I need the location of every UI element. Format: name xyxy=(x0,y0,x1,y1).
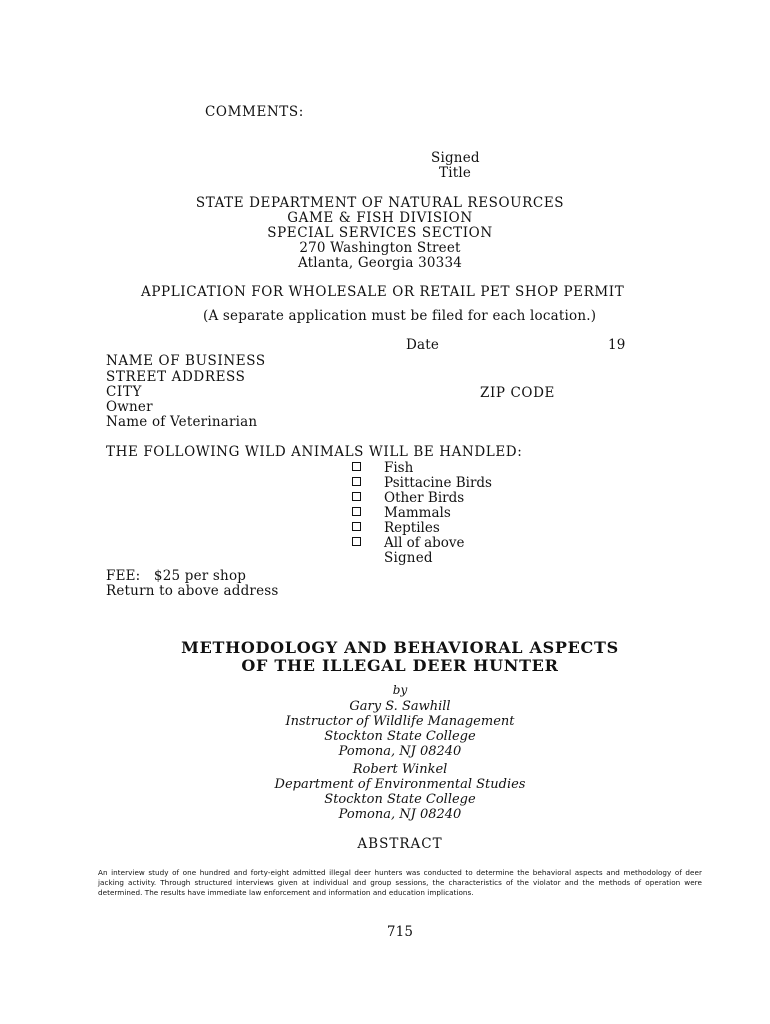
city-field: CITY xyxy=(106,384,142,400)
page-number: 715 xyxy=(386,924,414,940)
author-1-name: Gary S. Sawhill xyxy=(349,699,451,714)
animals-signed-label: Signed xyxy=(384,550,433,566)
date-label: Date xyxy=(406,337,440,353)
animals-heading: THE FOLLOWING WILD ANIMALS WILL BE HANDLED: xyxy=(106,444,523,460)
title-label: Title xyxy=(439,165,472,181)
checkbox[interactable] xyxy=(352,522,361,531)
animal-label: Reptiles xyxy=(384,520,440,536)
comments-label: COMMENTS: xyxy=(205,104,304,120)
animal-label: Psittacine Birds xyxy=(384,475,492,491)
application-title: APPLICATION FOR WHOLESALE OR RETAIL PET SHOP PERMIT xyxy=(141,284,625,300)
checkbox[interactable] xyxy=(352,462,361,471)
author-1-location: Pomona, NJ 08240 xyxy=(338,744,462,759)
zip-code-field: ZIP CODE xyxy=(480,385,555,401)
checkbox[interactable] xyxy=(352,492,361,501)
agency-line-1: STATE DEPARTMENT OF NATURAL RESOURCES xyxy=(195,195,565,211)
by-line: by xyxy=(392,683,408,697)
checkbox[interactable] xyxy=(352,477,361,486)
year-label: 19 xyxy=(608,337,626,353)
fee-line: FEE: $25 per shop xyxy=(106,568,247,584)
abstract-text: An interview study of one hundred and forty-eight admitted illegal deer hunters was conducted to determine the behavioral aspects and methodology of deer jacking activity. Through structured interviews given at individual and group sessions, the characteristics of the violator and the methods of operation were determined. The results have immediate law enforcement and information and education implications. xyxy=(98,868,702,898)
checkbox[interactable] xyxy=(352,507,361,516)
agency-line-2: GAME & FISH DIVISION xyxy=(287,210,473,226)
author-2-institution: Stockton State College xyxy=(324,792,476,807)
author-1-institution: Stockton State College xyxy=(324,729,476,744)
agency-line-3: SPECIAL SERVICES SECTION xyxy=(267,225,493,241)
return-line: Return to above address xyxy=(106,583,279,599)
veterinarian-field: Name of Veterinarian xyxy=(106,414,258,430)
animal-label: All of above xyxy=(384,535,465,551)
author-2-name: Robert Winkel xyxy=(352,762,448,777)
animal-label: Other Birds xyxy=(384,490,465,506)
author-2-role: Department of Environmental Studies xyxy=(274,777,526,792)
owner-field: Owner xyxy=(106,399,153,415)
animal-label: Mammals xyxy=(384,505,451,521)
business-name-field: NAME OF BUSINESS xyxy=(106,353,266,369)
author-2-location: Pomona, NJ 08240 xyxy=(338,807,462,822)
street-address-field: STREET ADDRESS xyxy=(106,369,246,385)
animal-label: Fish xyxy=(384,460,414,476)
paper-title-line-2: OF THE ILLEGAL DEER HUNTER xyxy=(241,656,559,675)
application-note: (A separate application must be filed for each location.) xyxy=(203,308,597,324)
author-1-role: Instructor of Wildlife Management xyxy=(285,714,515,729)
signed-label: Signed xyxy=(431,150,480,166)
abstract-heading: ABSTRACT xyxy=(357,836,443,852)
checkbox[interactable] xyxy=(352,537,361,546)
agency-line-5: Atlanta, Georgia 30334 xyxy=(297,255,463,271)
paper-title-line-1: METHODOLOGY AND BEHAVIORAL ASPECTS xyxy=(181,638,619,657)
agency-line-4: 270 Washington Street xyxy=(299,240,461,256)
